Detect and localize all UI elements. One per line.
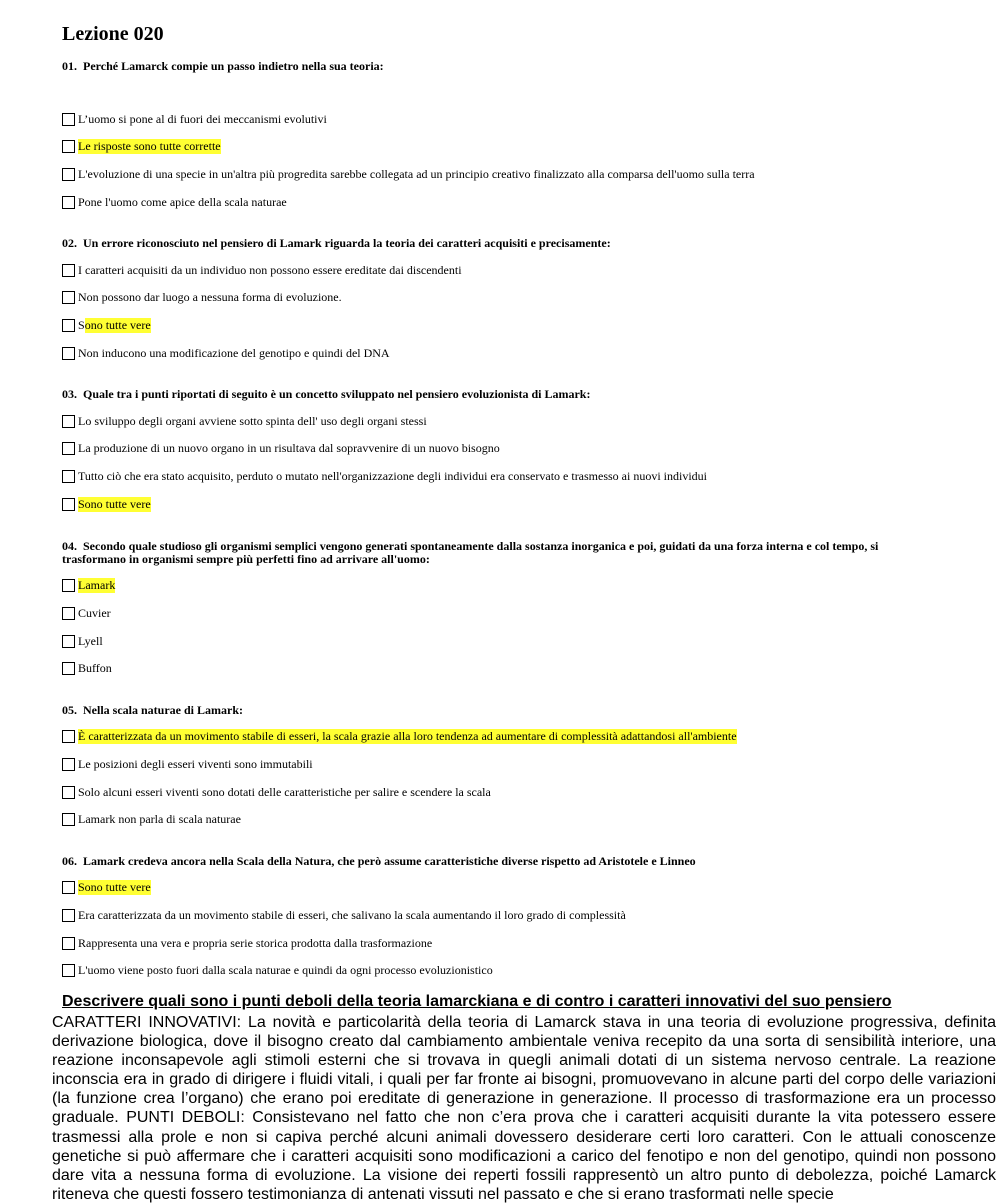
checkbox[interactable] — [62, 113, 75, 126]
essay-title: Descrivere quali sono i punti deboli della teoria lamarckiana e di contro i caratteri innovativi del suo pensiero — [62, 993, 892, 1010]
question-text: Un errore riconosciuto nel pensiero di Lamark riguarda la teoria dei caratteri acquisiti e precisamente: — [83, 236, 611, 250]
checkbox[interactable] — [62, 881, 75, 894]
option-label-highlighted: ono tutte vere — [84, 317, 151, 332]
essay-body: CARATTERI INNOVATIVI: La novità e particolarità della teoria di Lamarck stava in una teoria di evoluzione progressiva, definita derivazione biologica, dove il bisogno creato dal cambiamento ambientale veniva recepito da una sorta di sensibilità interiore, una reazione inconsapevole agli stimoli esterni che si trovava in quegli animali dotati di un sistema nervoso centrale. La reazione inconscia era in grado di dirigere i fluidi vitali, i quali per far fronte ai bisogni, promuovevano in alcune parti del corpo delle variazioni (la funzione crea l’organo) che erano poi ereditate di generazione in generazione. Il processo di trasformazione era un processo graduale. PUNTI DEBOLI: Consistevano nel fatto che non c’era prova che i caratteri acquisiti durante la vita potessero essere trasmessi alla prole e non si capiva perché alcuni animali dovessero desiderare certi loro caratteri. Con le attuali conoscenze genetiche si può affermare che i caratteri acquisiti sono modificazioni a carico del fenotipo e non del genotipo, quindi non possono dare vita a nessuna forma di evoluzione. La visione dei reperti fossili rappresentò un altro punto di debolezza, poiché Lamarck riteneva che questi fossero testimonianza di antenati vissuti nel passato e che si erano trasformati nelle specie — [52, 1014, 996, 1203]
question-number: 01. — [62, 59, 77, 73]
question-03 — [62, 388, 942, 401]
checkbox[interactable] — [62, 168, 75, 181]
checkbox[interactable] — [62, 964, 75, 977]
question-number: 05. — [62, 703, 77, 717]
answer-option[interactable] — [62, 317, 151, 333]
checkbox[interactable] — [62, 937, 75, 950]
option-label: La produzione di un nuovo organo in un risultava dal sopravvenire di un nuovo bisogno — [78, 440, 500, 455]
answer-option[interactable] — [62, 111, 327, 127]
answer-option[interactable] — [62, 289, 342, 305]
option-label: Cuvier — [78, 605, 111, 620]
question-number: 04. — [62, 539, 77, 553]
option-label-highlighted: È caratterizzata da un movimento stabile di esseri, la scala grazie alla loro tendenza ad aumentare di complessità adattandosi all'ambiente — [78, 728, 737, 743]
answer-option[interactable] — [62, 756, 313, 772]
answer-option[interactable] — [62, 907, 626, 923]
option-label: Non possono dar luogo a nessuna forma di evoluzione. — [78, 289, 342, 304]
question-text: Nella scala naturae di Lamark: — [83, 703, 243, 717]
checkbox[interactable] — [62, 140, 75, 153]
checkbox[interactable] — [62, 635, 75, 648]
answer-option[interactable] — [62, 440, 500, 456]
answer-option[interactable] — [62, 194, 287, 210]
answer-option[interactable] — [62, 413, 427, 429]
question-text: Lamark credeva ancora nella Scala della Natura, che però assume caratteristiche diverse rispetto ad Aristotele e Linneo — [83, 854, 696, 868]
option-label-highlighted: Sono tutte vere — [78, 879, 151, 894]
answer-option[interactable] — [62, 496, 151, 512]
answer-option[interactable] — [62, 633, 103, 649]
checkbox[interactable] — [62, 470, 75, 483]
question-number: 02. — [62, 236, 77, 250]
checkbox[interactable] — [62, 196, 75, 209]
checkbox[interactable] — [62, 498, 75, 511]
checkbox[interactable] — [62, 442, 75, 455]
checkbox[interactable] — [62, 758, 75, 771]
answer-option[interactable] — [62, 879, 151, 895]
option-label: L’uomo si pone al di fuori dei meccanismi evolutivi — [78, 111, 327, 126]
checkbox[interactable] — [62, 264, 75, 277]
option-label-highlighted: Sono tutte vere — [78, 496, 151, 511]
answer-option[interactable] — [62, 345, 390, 361]
answer-option[interactable] — [62, 138, 221, 154]
option-label: L'evoluzione di una specie in un'altra più progredita sarebbe collegata ad un principio creativo finalizzato alla comparsa dell'uomo sulla terra — [78, 166, 755, 181]
checkbox[interactable] — [62, 786, 75, 799]
answer-option[interactable] — [62, 728, 737, 744]
checkbox[interactable] — [62, 813, 75, 826]
option-label-plain: S — [78, 317, 85, 332]
question-text: Perché Lamarck compie un passo indietro nella sua teoria: — [83, 59, 384, 73]
checkbox[interactable] — [62, 291, 75, 304]
answer-option[interactable] — [62, 962, 493, 978]
lesson-title: Lezione 020 — [62, 23, 164, 45]
option-label: Tutto ciò che era stato acquisito, perduto o mutato nell'organizzazione degli individui era conservato e trasmesso ai nuovi individui — [78, 468, 708, 483]
checkbox[interactable] — [62, 909, 75, 922]
answer-option[interactable] — [62, 166, 755, 182]
option-label: Pone l'uomo come apice della scala naturae — [78, 194, 287, 209]
question-04 — [62, 540, 942, 566]
checkbox[interactable] — [62, 415, 75, 428]
option-label: I caratteri acquisiti da un individuo non possono essere ereditate dai discendenti — [78, 262, 462, 277]
option-label: Buffon — [78, 660, 112, 675]
answer-option[interactable] — [62, 784, 491, 800]
answer-option[interactable] — [62, 935, 432, 951]
option-label-highlighted: Lamark — [78, 577, 116, 592]
question-02 — [62, 237, 942, 250]
question-text: Quale tra i punti riportati di seguito è un concetto sviluppato nel pensiero evoluzionista di Lamark: — [83, 387, 591, 401]
option-label: L'uomo viene posto fuori dalla scala naturae e quindi da ogni processo evoluzionistico — [78, 962, 493, 977]
option-label: Lo sviluppo degli organi avviene sotto spinta dell' uso degli organi stessi — [78, 413, 427, 428]
option-label: Lamark non parla di scala naturae — [78, 811, 241, 826]
checkbox[interactable] — [62, 730, 75, 743]
answer-option[interactable] — [62, 660, 112, 676]
option-label: Le posizioni degli esseri viventi sono immutabili — [78, 756, 313, 771]
answer-option[interactable] — [62, 577, 115, 593]
question-06 — [62, 855, 942, 868]
answer-option[interactable] — [62, 468, 707, 484]
option-label: Non inducono una modificazione del genotipo e quindi del DNA — [78, 345, 390, 360]
checkbox[interactable] — [62, 579, 75, 592]
question-01 — [62, 60, 942, 73]
checkbox[interactable] — [62, 662, 75, 675]
answer-option[interactable] — [62, 262, 462, 278]
option-label: Era caratterizzata da un movimento stabile di esseri, che salivano la scala aumentando il loro grado di complessità — [78, 907, 626, 922]
checkbox[interactable] — [62, 319, 75, 332]
answer-option[interactable] — [62, 811, 241, 827]
option-label-highlighted: Le risposte sono tutte corrette — [78, 138, 221, 153]
option-label: Solo alcuni esseri viventi sono dotati delle caratteristiche per salire e scendere la scala — [78, 784, 491, 799]
question-05 — [62, 704, 942, 717]
checkbox[interactable] — [62, 607, 75, 620]
checkbox[interactable] — [62, 347, 75, 360]
question-text: Secondo quale studioso gli organismi semplici vengono generati spontaneamente dalla sostanza inorganica e poi, guidati da una forza interna e col tempo, si trasformano in organismi sempre più perfetti fino ad arrivare all'uomo: — [62, 539, 879, 566]
option-label: Lyell — [78, 633, 103, 648]
answer-option[interactable] — [62, 605, 111, 621]
option-label: Rappresenta una vera e propria serie storica prodotta dalla trasformazione — [78, 935, 433, 950]
question-number: 06. — [62, 854, 77, 868]
question-number: 03. — [62, 387, 77, 401]
